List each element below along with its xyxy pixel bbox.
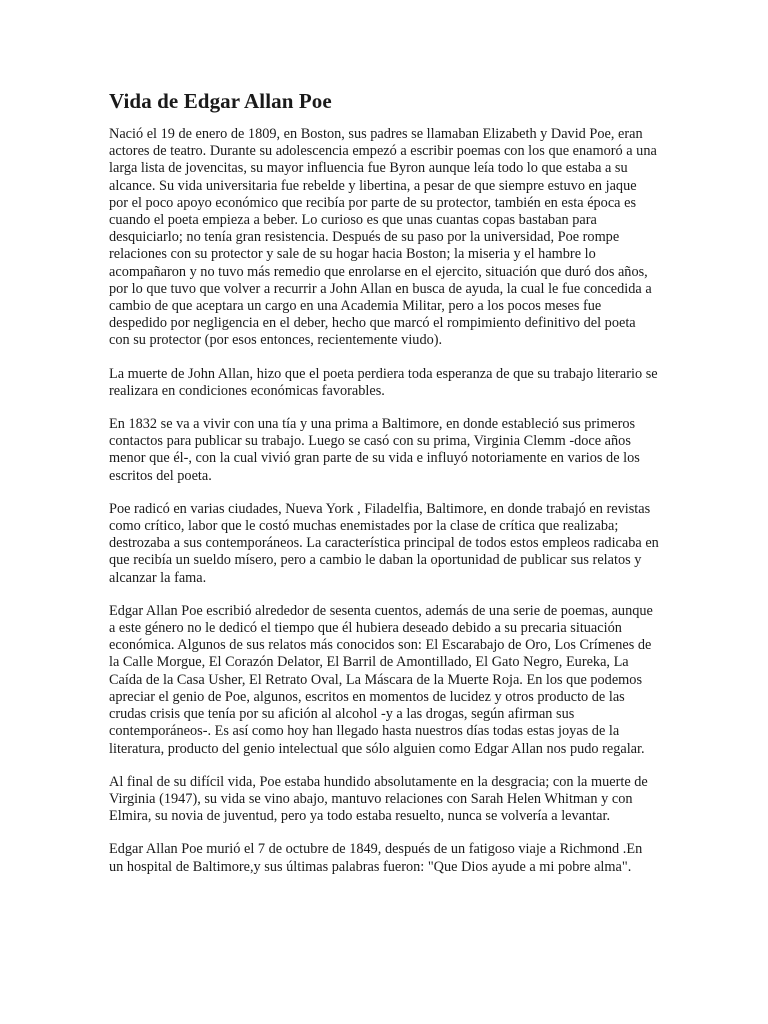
document-page bbox=[109, 88, 659, 892]
paragraph-birth-early-life: Nació el 19 de enero de 1809, en Boston, sus padres se llamaban Elizabeth y David Poe, eran actores de teatro. Durante su adolescencia empezó a escribir poemas con los que enamoró a una larga lista de jovencitas, su mayor influencia fue Byron aunque leía todo lo que estaba a su alcance. Su vida universitaria fue rebelde y libertina, a pesar de que siempre estuvo en jaque por el poco apoyo económico que recibía por parte de su protector, también en esta época es cuando el poeta empieza a beber. Lo curioso es que unas cuantas copas bastaban para desquiciarlo; no tenía gran resistencia. Después de su paso por la universidad, Poe rompe relaciones con su protector y sale de su hogar hacia Boston; la miseria y el hambre lo acompañaron y no tuvo más remedio que enrolarse en el ejercito, situación que duró dos años, por lo que tuvo que volver a recurrir a John Allan en busca de ayuda, la cual le fue concedida a cambio de que aceptara un cargo en una Academia Militar, pero a los pocos meses fue despedido por negligencia en el deber, hecho que marcó el rompimiento definitivo del poeta con su protector (por esos entonces, recientemente viudo). bbox=[109, 126, 657, 349]
paragraph-final-years: Al final de su difícil vida, Poe estaba hundido absolutamente en la desgracia; con la muerte de Virginia (1947), su vida se vino abajo, mantuvo relaciones con Sarah Helen Whitman y con Elmira, su novia de juventud, pero ya todo estaba resuelto, nunca se volvería a levantar. bbox=[109, 773, 648, 825]
document-title: Vida de Edgar Allan Poe bbox=[109, 89, 332, 113]
paragraph-baltimore-marriage: En 1832 se va a vivir con una tía y una prima a Baltimore, en donde estableció sus primeros contactos para publicar su trabajo. Luego se casó con su prima, Virginia Clemm -doce años menor que él-, con la cual vivió gran parte de su vida e influyó notoriamente en varios de los escritos del poeta. bbox=[109, 416, 640, 484]
paragraph-john-allan-death: La muerte de John Allan, hizo que el poeta perdiera toda esperanza de que su trabajo literario se realizara en condiciones económicas favorables. bbox=[109, 365, 658, 399]
paragraph-works: Edgar Allan Poe escribió alrededor de sesenta cuentos, además de una serie de poemas, aunque a este género no le dedicó el tiempo que él hubiera deseado debido a su precaria situación económica. Algunos de sus relatos más conocidos son: El Escarabajo de Oro, Los Crímenes de la Calle Morgue, El Corazón Delator, El Barril de Amontillado, El Gato Negro, Eureka, La Caída de la Casa Usher, El Retrato Oval, La Máscara de la Muerte Roja. En los que podemos apreciar el genio de Poe, algunos, escritos en momentos de lucidez y otros producto de las crudas crisis que tenía por su afición al alcohol -y a las drogas, según afirman sus contemporáneos-. Es así como hoy han llegado hasta nuestros días todas estas joyas de la literatura, producto del genio intelectual que sólo alguien como Edgar Allan nos pudo regalar. bbox=[109, 602, 653, 757]
paragraph-cities-critic: Poe radicó en varias ciudades, Nueva York , Filadelfia, Baltimore, en donde trabajó en revistas como crítico, labor que le costó muchas enemistades por la clase de crítica que realizaba; destrozaba a sus contemporáneos. La característica principal de todos estos empleos radicaba en que recibía un sueldo mísero, pero a cambio le daban la oportunidad de publicar sus relatos y alcanzar la fama. bbox=[109, 500, 659, 586]
paragraph-death: Edgar Allan Poe murió el 7 de octubre de 1849, después de un fatigoso viaje a Richmond .En un hospital de Baltimore,y sus últimas palabras fueron: "Que Dios ayude a mi pobre alma". bbox=[109, 841, 643, 875]
